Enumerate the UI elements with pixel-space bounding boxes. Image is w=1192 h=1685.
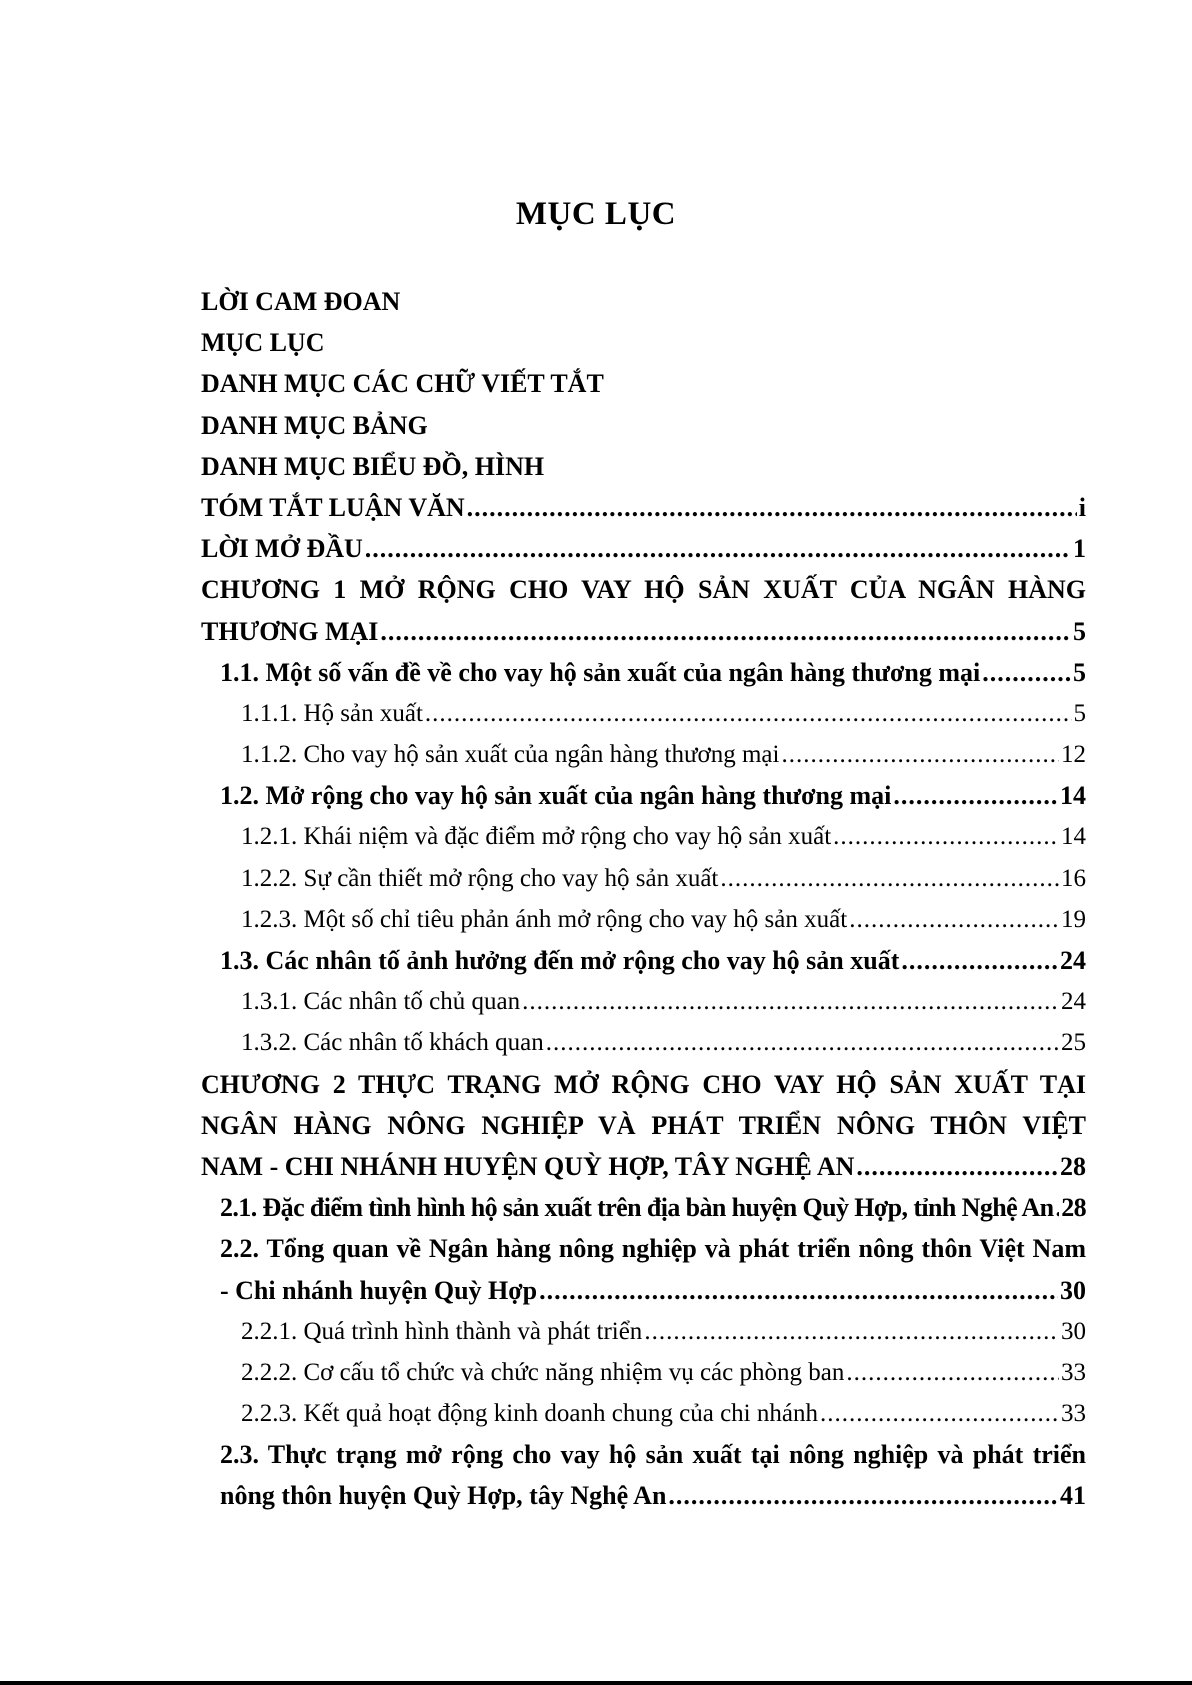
toc-section-1-3 xyxy=(220,940,1086,981)
toc-page-number: 14 xyxy=(1061,823,1086,851)
toc-page-number: 14 xyxy=(1060,781,1086,811)
toc-section-1-1-1 xyxy=(241,693,1086,734)
toc-item-loi-mo-dau xyxy=(201,528,1086,569)
toc-section-2-1 xyxy=(220,1187,1086,1228)
toc-item-loi-cam-doan: LỜI CAM ĐOAN xyxy=(201,287,401,316)
toc-page-number: 5 xyxy=(1073,616,1086,646)
toc-page-number: 33 xyxy=(1061,1400,1086,1428)
dot-leader xyxy=(833,816,1059,857)
toc-section-1-3-2 xyxy=(241,1022,1086,1063)
toc-item-tom-tat xyxy=(201,487,1086,528)
toc-item-danh-muc-bang: DANH MỤC BẢNG xyxy=(201,410,428,440)
toc-section-1-2 xyxy=(220,775,1086,816)
toc-section-1-1-2 xyxy=(241,734,1086,775)
dot-leader xyxy=(846,1352,1059,1393)
dot-leader xyxy=(982,652,1071,693)
toc-section-1-1 xyxy=(220,652,1086,693)
toc-item-muc-luc: MỤC LỤC xyxy=(201,328,325,358)
toc-section-2-2 xyxy=(220,1270,1086,1311)
page-bottom-edge xyxy=(0,1681,1192,1685)
toc-entry-title: 1.2.1. Khái niệm và đặc điểm mở rộng cho vay hộ sản xuất xyxy=(241,823,832,851)
toc-entry-title: 1.2.2. Sự cần thiết mở rộng cho vay hộ sản xuất xyxy=(241,864,719,892)
toc-section-1-2-3 xyxy=(241,899,1086,940)
toc-page-number: 19 xyxy=(1061,905,1086,933)
toc-section-2-3 xyxy=(220,1475,1086,1516)
toc-entry-title: 2.2.2. Cơ cấu tổ chức và chức năng nhiệm vụ các phòng ban xyxy=(241,1358,845,1386)
toc-page-number: 16 xyxy=(1061,864,1086,892)
toc-section-2-2-3 xyxy=(241,1393,1086,1434)
toc-page-number: 5 xyxy=(1073,699,1086,727)
toc-page-number: 41 xyxy=(1060,1481,1086,1511)
toc-page-number: 28 xyxy=(1060,1151,1086,1181)
dot-leader xyxy=(539,1270,1058,1311)
dot-leader xyxy=(380,611,1071,652)
dot-leader xyxy=(522,981,1059,1022)
toc-item-danh-muc-viet-tat: DANH MỤC CÁC CHỮ VIẾT TẮT xyxy=(201,369,604,399)
toc-entry-title: 1.2.3. Một số chỉ tiêu phản ánh mở rộng cho vay hộ sản xuất xyxy=(241,905,848,933)
toc-entry-title: TÓM TẮT LUẬN VĂN xyxy=(201,492,465,522)
toc-section-1-2-1 xyxy=(241,816,1086,857)
dot-leader xyxy=(467,487,1077,528)
toc-entry-title: 1.3.2. Các nhân tố khách quan xyxy=(241,1029,544,1057)
toc-entry-title: 1.3.1. Các nhân tố chủ quan xyxy=(241,988,521,1016)
dot-leader xyxy=(546,1022,1059,1063)
toc-chapter-2-line-2: NGÂN HÀNG NÔNG NGHIỆP VÀ PHÁT TRIỂN NÔNG THÔN VIỆT xyxy=(201,1110,1086,1140)
toc-page-number: 5 xyxy=(1073,657,1086,687)
toc-page-number: 25 xyxy=(1061,1029,1086,1057)
dot-leader xyxy=(644,1311,1059,1352)
dot-leader xyxy=(365,528,1071,569)
toc-chapter-1 xyxy=(201,611,1086,652)
toc-chapter-1-line-1: CHƯƠNG 1 MỞ RỘNG CHO VAY HỘ SẢN XUẤT CỦA NGÂN HÀNG xyxy=(201,575,1086,605)
dot-leader xyxy=(720,858,1059,899)
toc-section-2-2-2 xyxy=(241,1352,1086,1393)
toc-page-number: 12 xyxy=(1061,741,1086,769)
toc-entry-title: 2.1. Đặc điểm tình hình hộ sản xuất trên địa bàn huyện Quỳ Hợp, tỉnh Nghệ An xyxy=(220,1193,1054,1223)
toc-entry-title: 1.2. Mở rộng cho vay hộ sản xuất của ngân hàng thương mại xyxy=(220,781,892,811)
toc-chapter-2 xyxy=(201,1146,1086,1187)
dot-leader xyxy=(856,1146,1058,1187)
toc-entry-title: 2.2.1. Quá trình hình thành và phát triển xyxy=(241,1317,643,1345)
dot-leader xyxy=(849,899,1059,940)
dot-leader xyxy=(820,1393,1059,1434)
dot-leader xyxy=(893,775,1058,816)
toc-section-2-2-1 xyxy=(241,1311,1086,1352)
toc-page-number: 30 xyxy=(1061,1317,1086,1345)
toc-page-number: 24 xyxy=(1061,988,1086,1016)
toc-page-number: 24 xyxy=(1060,946,1086,975)
toc-entry-title: 2.2.3. Kết quả hoạt động kinh doanh chung của chi nhánh xyxy=(241,1400,818,1428)
dot-leader xyxy=(425,693,1072,734)
dot-leader xyxy=(668,1475,1058,1516)
toc-section-2-2-line-1: 2.2. Tổng quan về Ngân hàng nông nghiệp và phát triển nông thôn Việt Nam xyxy=(220,1234,1086,1264)
table-of-contents xyxy=(201,281,1086,1517)
toc-page-number: i xyxy=(1078,492,1086,522)
toc-page-number: 28 xyxy=(1061,1193,1086,1223)
page-title: MỤC LỤC xyxy=(515,196,677,232)
toc-entry-title: LỜI MỞ ĐẦU xyxy=(201,534,363,564)
dot-leader xyxy=(781,734,1059,775)
toc-entry-title: nông thôn huyện Quỳ Hợp, tây Nghệ An xyxy=(220,1481,667,1511)
toc-entry-title: 1.1. Một số vấn đề về cho vay hộ sản xuất của ngân hàng thương mại xyxy=(220,657,981,687)
toc-entry-title: - Chi nhánh huyện Quỳ Hợp xyxy=(220,1275,538,1305)
toc-entry-title: 1.1.1. Hộ sản xuất xyxy=(241,699,423,727)
toc-section-1-2-2 xyxy=(241,858,1086,899)
toc-entry-title: 1.1.2. Cho vay hộ sản xuất của ngân hàng thương mại xyxy=(241,741,780,769)
toc-section-1-3-1 xyxy=(241,981,1086,1022)
dot-leader xyxy=(901,940,1058,981)
dot-leader xyxy=(1056,1187,1060,1228)
toc-section-2-3-line-1: 2.3. Thực trạng mở rộng cho vay hộ sản xuất tại nông nghiệp và phát triển xyxy=(220,1440,1086,1470)
toc-item-danh-muc-bieu-do: DANH MỤC BIỂU ĐỒ, HÌNH xyxy=(201,451,545,481)
toc-page-number: 30 xyxy=(1060,1275,1086,1305)
toc-page-number: 1 xyxy=(1073,534,1086,564)
toc-page-number: 33 xyxy=(1061,1358,1086,1386)
toc-entry-title: 1.3. Các nhân tố ảnh hưởng đến mở rộng cho vay hộ sản xuất xyxy=(220,946,900,975)
toc-entry-title: THƯƠNG MẠI xyxy=(201,616,379,646)
toc-chapter-2-line-1: CHƯƠNG 2 THỰC TRẠNG MỞ RỘNG CHO VAY HỘ SẢN XUẤT TẠI xyxy=(201,1069,1086,1099)
toc-entry-title: NAM - CHI NHÁNH HUYỆN QUỲ HỢP, TÂY NGHỆ AN xyxy=(201,1151,855,1181)
